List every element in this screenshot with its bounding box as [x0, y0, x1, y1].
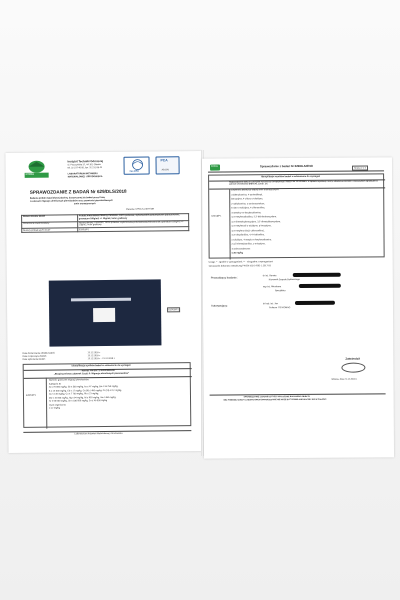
result-line: B ≤ 15 000 mg/kg, Cd ≤ 17 mg/kg, Cr (III) ≤ 460 mg/kg, Cr (VI) ≤ 0,2 mg/kg, [48, 389, 122, 393]
amine-line: 4-aminoazobenzen [231, 247, 251, 250]
report-page-1 [5, 151, 204, 453]
footer-line: BEZ PISEMNEJ ZGODY LABORATORIUM SPRAWOZDANIE NIE MOŻE BYĆ POWIELANE INACZEJ NIŻ W CAŁOŚCI [223, 398, 327, 402]
place-date: Gliwice, dnia 21.12.2018 r. [331, 378, 358, 381]
results-norm-title: „Bezpieczeństwo zabawek Część 3: Migracja określonych pierwiastków” [53, 372, 130, 376]
table-cell: 629/18/P1 [78, 227, 189, 232]
date-label-tests: Data wykonania badań: [22, 358, 46, 361]
pca-text: PCA [160, 158, 168, 163]
signoff-title: Kierownik Zespołu Badawczego [268, 278, 300, 282]
lab-name-line-1: LABORATORIUM INŻYNIERII [67, 173, 98, 176]
result-line: Sr ≤ 56 000 mg/kg, Sn ≤ 180 000 mg/kg, Zn ≤ 46 000 mg/kg [49, 399, 108, 403]
results-table [23, 362, 192, 428]
signature-redaction [295, 301, 335, 305]
report-page-2 [202, 157, 394, 458]
amine-line: 4,4'-oksydianilina, 4,4'-tiodianilina, [231, 234, 265, 237]
sample-info-table [21, 213, 189, 233]
results-table-title: Identyfikacja wyników badań w odniesieniu do wymagań [71, 364, 131, 368]
subject-line-2: w zakresie migracji określonych pierwiastków oraz zawartości pierwiastkowych [29, 199, 113, 203]
subject-line-1: Badanie próbki materiałowej tkaniny, dostarczonej do badań przez firmę [29, 196, 105, 200]
amine-line: o-toluidyna, 4-metylo-m-fenylenodiamina, [231, 238, 272, 241]
date-value-delivery: 13.12.2018 r. [87, 352, 101, 355]
page-number: Strona 2 z 4 [352, 166, 368, 172]
fabric-band [71, 298, 131, 302]
pca-number: AB 070 [161, 169, 169, 172]
note-line: Oznaczenia dokonano metodą wg PN-EN ISO 14362-1:2017-03 [208, 264, 271, 268]
amines-table-title: Identyfikacja wyników badań w odniesieniu do wymagań [261, 175, 321, 179]
approved-label: Zatwierdził [345, 356, 360, 361]
amine-line: benzydyna, 4-chloro-o-toluidyna, [231, 198, 263, 201]
amine-line: 2-naftyloamina, o-aminoazotoluen, [231, 202, 265, 205]
amine-line: 3,3'-dimetoksybenzydyna, 3,3'-dimetylobenzydyna, [231, 220, 281, 223]
signoff-name: mgr inż. Mirosława [262, 286, 282, 289]
institute-phone: tel. 32 237 46 00, fax. 32 231 08 43 [67, 167, 103, 170]
signoff-role: Prowadzący badanie: [210, 275, 238, 280]
amine-limit: ≤ 30 mg/kg [231, 252, 243, 255]
amine-line: 2,4,5-trimetyloanilina, o-anizydyna, [231, 243, 266, 246]
header-title: Sprawozdanie z badań Nr 629/DLS/2018 [259, 163, 313, 169]
result-line: ≤ 12 mg/kg [49, 407, 60, 410]
date-label-delivery: Data dostarczenia obiektu badań: [22, 352, 56, 355]
date-label-start: Data rozpoczęcia badań: [22, 355, 47, 358]
komag-small-logo-text: KOMAG [211, 165, 218, 168]
subject-line-3: amin aromatycznych [73, 203, 96, 206]
sample-id-tag: 629/18/P1 [168, 308, 179, 311]
institute-name: Instytut Techniki Górniczej [67, 159, 104, 164]
amine-line: 5-nitro-o-toluidyna, 4-chloroanilina, [231, 207, 265, 210]
date-value-tests: 13.12.2018 r. - 21.12.2018 r. [87, 357, 116, 361]
signature-redaction [293, 273, 341, 277]
signature-redaction [299, 284, 341, 288]
ilac-mra-text: ilac-MRA [129, 170, 140, 173]
amines-table-sub: Rozporządzenie (WE) nr 1907/2006 Parlamentu Europejskiego i Rady z dn. 18.12.2006 r. w sprawie rejestracji, oceny, udzielania zezwoleń i stosowanych ograniczeń w zakresie chemikaliów (REACH), z późn. zm. [229, 180, 378, 186]
result-line: Al ≤ 70 000 mg/kg, Sb ≤ 560 mg/kg, As ≤ 47 mg/kg, Ba ≤ 18 750 mg/kg, [48, 385, 119, 389]
date-value-start: 13.12.2018 r. [87, 355, 101, 358]
order-number: Zlecenie: UP/DLS-24077/OR [126, 208, 155, 211]
result-line: Kategoria III: [48, 382, 62, 386]
signoff-title: Specjalista [274, 290, 286, 293]
amine-line: 4-metoksy-m-fenylenodiamina, [231, 211, 262, 214]
results-norm: Norma: PN-EN 71-3+A3:2019-08 [81, 369, 115, 373]
table-cell: Oznaczenie zleceniodawcy [22, 221, 78, 228]
lab-name-line-2: MATERIAŁOWEJ I ŚRODOWISKA [67, 176, 103, 179]
footer-line: SPRAWOZDANIE Z BADAŃ DOTYCZY WYŁĄCZNIE BADANEGO OBIEKTU [243, 395, 310, 399]
note-line: Uwagi: * - zgodnie z wymaganiami; ** - niezgodne z wymaganiami [208, 261, 273, 264]
amine-line: 4,4'-metyleno-bis(2-chloroanilina), [231, 229, 265, 232]
amine-line: 4,4'-metylenodi-o-toluidyna, p-krezydyna, [231, 225, 272, 228]
result-line: Mn ≤ 15 000 mg/kg, Hg ≤ 94 mg/kg, Ni ≤ 930 mg/kg, Se ≤ 460 mg/kg, [48, 396, 117, 400]
approval-stamp [341, 363, 365, 373]
result-line: Cyna organiczna: [49, 403, 67, 407]
result-line: Co ≤ 130 mg/kg, Cu ≤ 7 700 mg/kg, Pb ≤ 23 mg/kg, [48, 393, 99, 396]
amine-line: 4,4'-metylenodianilina, 3,3'-dichlorobenzydyna, [231, 216, 277, 219]
table-cell: Numery próbek wg R-33,4/7 [22, 228, 78, 233]
table-cell: Próbka materiałowa tkaniny PANAMA, 100% poliester, wykończenie poliuretanowe jednostronne, gramatura 185g/m2 +/- 10g/m2, kolor grafitowy [78, 214, 189, 222]
results-sample-id: 629/18/P1 [25, 394, 36, 397]
amine-line: Zawartość jednej lub więcej amin aromatycznych: [231, 189, 280, 192]
table-cell: Nazwa tkaniny: PANAMA, 100% poliester, wykończenie poliuretanowe jednostronne, gramatura 185g/m2 +/- 10g/m2, kolor grafitowy [78, 220, 189, 228]
signoff-name: dr hab. inż. Jan [262, 303, 278, 306]
left-footer: Laboratorium Inżynierii Materiałowej i Środowiska [74, 432, 123, 436]
signoff-title: Profesor ITG KOMAG [268, 307, 291, 310]
amines-table [208, 173, 385, 258]
amines-sample-id: 629/18/P1 [211, 215, 222, 218]
institute-address: ul. Pszczyńska 37, 44-101 Gliwice [67, 164, 101, 167]
table-row [22, 227, 189, 233]
fabric-sample-photo [49, 279, 162, 346]
report-title: SPRAWOZDANIE Z BADAŃ Nr 629/DLS/2018 [29, 188, 127, 195]
amine-line: a-bifenyloamina, 4-aminodifenyl, [231, 193, 263, 196]
table-cell: Nazwa obiektu badań [22, 215, 78, 222]
signoff-role: Autoryzujący: [210, 303, 228, 308]
signoff-name: dr inż. Renata [262, 275, 277, 278]
result-line: Wartości graniczne migracji pierwiastków: [48, 379, 90, 382]
komag-logo-text: KOMAG [25, 173, 35, 176]
sample-label-card [93, 308, 115, 322]
